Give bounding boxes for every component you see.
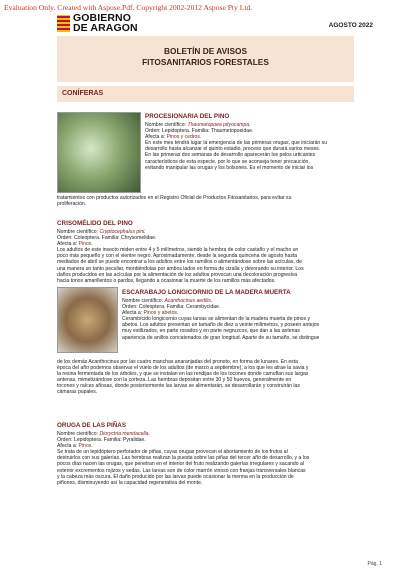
evaluation-watermark: Evaluation Only. Created with Aspose.Pdf. Copyright 2002-2012 Aspose Pty Ltd.	[4, 3, 253, 12]
pest-heading: CRISOMÉLIDO DEL PINO	[57, 220, 133, 227]
section-title: CONÍFERAS	[62, 90, 104, 97]
title-line-1: BOLETÍN DE AVISOS	[164, 46, 247, 56]
pest-heading: ORUGA DE LAS PIÑAS	[57, 422, 127, 429]
page-number: Pág. 1	[367, 561, 382, 567]
bulletin-date: AGOSTO 2022	[328, 22, 373, 29]
section-header	[57, 86, 354, 102]
pest-details: Nombre científico: Cryptocephalus pini. Orden: Coleoptera. Familia: Chrysomelidae. Afecta a: Pinos. Los adultos de este insecto miden entre 4 y 5 milímetros, siendo la hembra de color castaño y el macho un poco más pequeño y con el vientre negro. Aproximadamente, desde la segunda quincena de agosto hasta mediados de abril se puede encontrar a los adultos entre los ramillos o alimentándose sobre las acículas, de una manera un tanto peculiar, mordiéndolas por ambos lados en forma de cizalla y devorando su interior. Los daños producidos en las acículas por la alimentación de los adultos provocan una decoloración progresiva hacia tonos amarillentos o pardos, llegando a ocasionar la muerte de los ramillos más afectados.	[57, 229, 304, 284]
pest-details: Nombre científico: Dioryctria mendacella. Orden: Lepidoptera. Familia: Pyralidae. Afecta a: Pinos. Se trata de un lepidóptero perforador de piñas, cuyas orugas provocan el abortamiento de los frutos al destruirlos con sus galerías. Las hembras realizan la puesta sobre las piñas del tercer año de desarrollo, y a los pocos días nacen las orugas, que penetran en el interior del fruto realizando galerías irregulares y sacando al exterior excrementos rojizos y sedas. Las larvas son de color marrón vinoso con franjas transversales blancas y la cabeza más oscura. El daño producido por las larvas puede ocasionar la merma en la producción de piñones, disminuyendo así la capacidad regenerativa del monte.	[57, 431, 310, 486]
title-line-2: FITOSANITARIOS FORESTALES	[142, 57, 269, 67]
longhorn-beetle-photo	[57, 287, 118, 353]
gobierno-aragon-logo	[57, 14, 138, 33]
pest-heading: PROCESIONARIA DEL PINO	[145, 113, 230, 120]
pine-processionary-photo	[57, 112, 141, 193]
pest-details: Nombre científico: Acanthocinus aedilis. Orden: Coleoptera. Familia: Cerambycidae. Afecta a: Pinos y abetos. Cerambícido longicornio cuyas larvas se alimentan de la madera muerta de pinos y abetos. Los adultos presentan un tamaño de diez a veinte milímetros, y poseen antejos muy estilizados, en parte rosados y en parte negruzcos, que dan a las antenas apariencia de anillos concatenados de gran longitud. Aparte de su tamaño, se distingue	[122, 298, 320, 341]
logo-line-1: GOBIERNO	[73, 12, 131, 24]
title-banner	[57, 36, 354, 82]
logo-line-2: DE ARAGON	[73, 21, 138, 34]
pest-body-continued: de los demás Acanthocinus por las cuatro manchas anaranjadas del pronoto, en forma de lunares. En esta época del año podemos observar el vuelo de los adultos (de marzo a septiembre), a los que les atrae la savia y la resina fermentada de los árboles, y que se instalan en las rendijas de los tocones donde camuflan sus largas antenas, mimetizándose con la corteza. Las hembras depositan entre 30 y 50 huevos, generalmente en tocones y raíces añosas, donde posteriormente las larvas se alimentarán, se desarrollarán y construirán las cámaras pupales.	[57, 359, 309, 396]
pest-body-continued: tratamientos con productos autorizados en el Registro Oficial de Productos Fitosanitarios, para evitar su proliferación.	[57, 195, 292, 208]
aragon-flag-icon	[57, 15, 70, 32]
pest-details: Nombre científico: Thaumetopoea pityocampa. Orden: Lepidoptera. Familia: Thaumetopoeidae. Afecta a: Pinos y cedros. En este mes tendrá lugar la emergencia de las primeras orugas, que iniciarán su desarrollo hasta alcanzar el quinto estadio, proceso que durará varios meses. En las primeras dos semanas de desarrollo aparecerán los pelos urticantes característicos de esta especie, por lo que se aconseja tener precaución, evitando manipular las orugas y los bolsones. Es el momento de iniciar los	[145, 122, 328, 171]
pest-heading: ESCARABAJO LONGICORNIO DE LA MADERA MUERTA	[122, 289, 291, 296]
